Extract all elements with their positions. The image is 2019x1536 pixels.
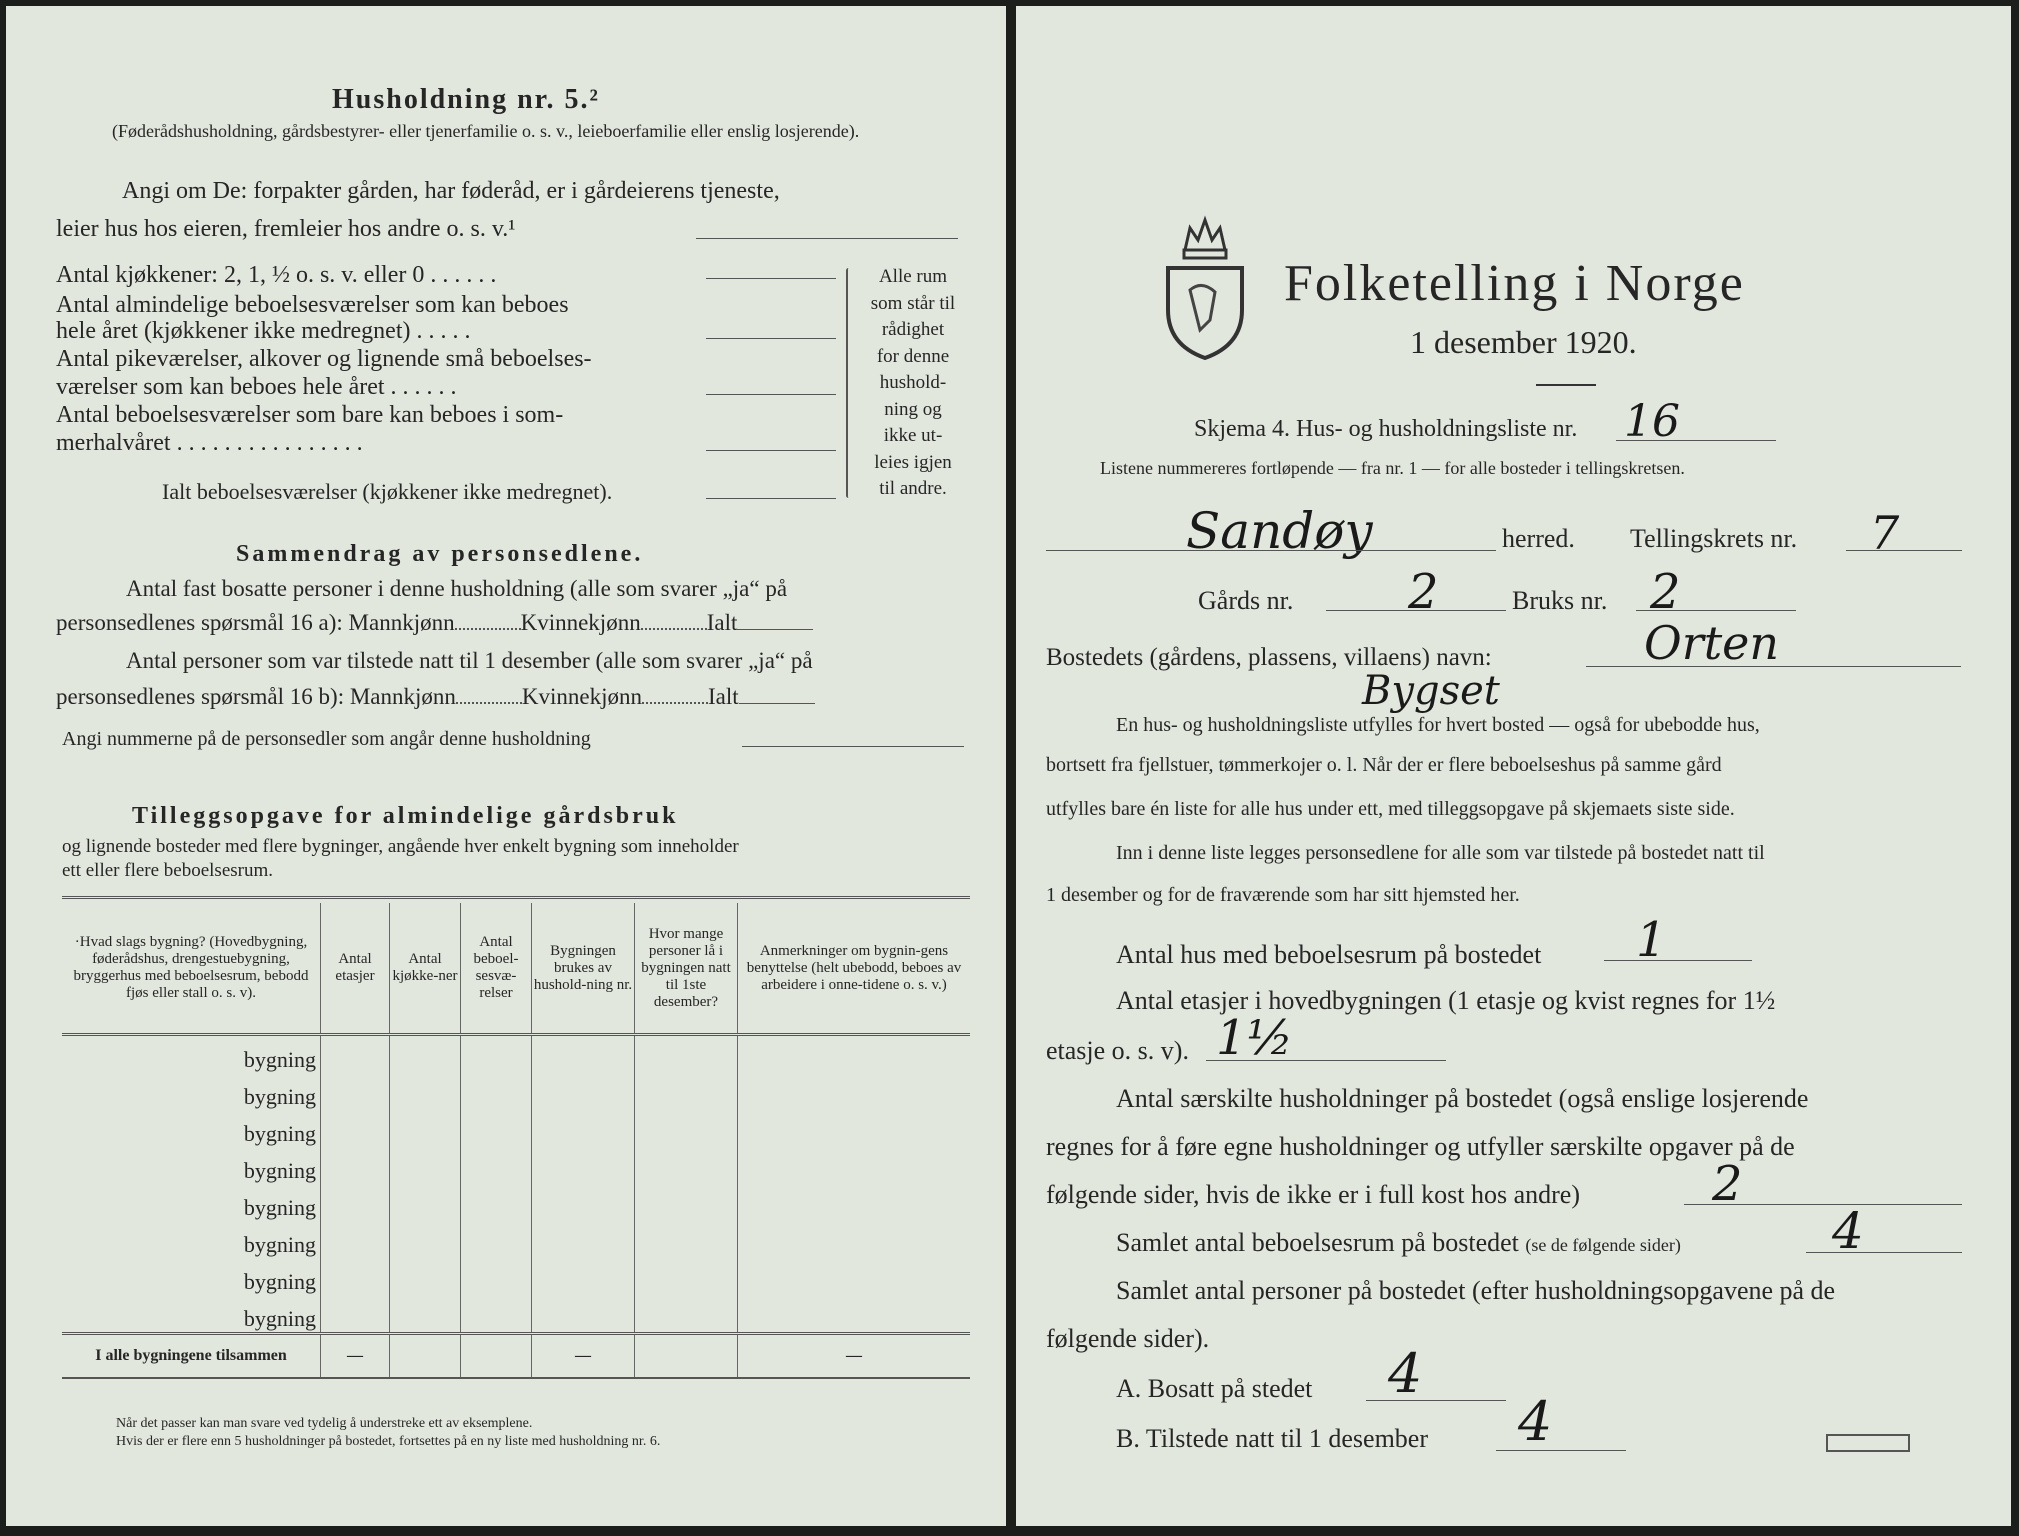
bostedets-label: Bostedets (gårdens, plassens, villaens) navn: bbox=[1046, 644, 1492, 671]
bosatt-label: A. Bosatt på stedet bbox=[1116, 1374, 1313, 1403]
husholdninger-value: 2 bbox=[1712, 1156, 1743, 1212]
census-title: Folketelling i Norge bbox=[1284, 255, 1745, 312]
table-row: bygning bbox=[62, 1221, 970, 1258]
q-almindelige-2: hele året (kjøkkener ikke medregnet) . . . . . bbox=[56, 318, 471, 344]
th-personer: Hvor mange personer lå i bygningen natt til 1ste desember? bbox=[635, 903, 738, 1035]
bosted-value-1: Orten bbox=[1644, 616, 1780, 670]
skjema-number: 16 bbox=[1624, 396, 1680, 447]
tillegg-title: Tilleggsopgave for almindelige gårdsbruk bbox=[132, 803, 679, 829]
answer-line bbox=[1586, 666, 1961, 667]
answer-line bbox=[1206, 1060, 1446, 1061]
table-header-row bbox=[62, 903, 970, 1035]
rum-label: Samlet antal beboelsesrum på bostedet (se de følgende sider) bbox=[1116, 1228, 1681, 1257]
side-note: Alle rum som står til rådighet for denne hushold- ning og ikke ut- leies igjen til andre. bbox=[870, 266, 956, 499]
q-pike-1: Antal pikeværelser, alkover og lignende små beboelses- bbox=[56, 346, 592, 372]
table-row: bygning bbox=[62, 1110, 970, 1147]
paragraph-line-4: Inn i denne liste legges personsedlene for alle som var tilstede på bostedet natt til bbox=[1116, 842, 1765, 864]
right-page bbox=[1016, 6, 2011, 1526]
personer-line-2: følgende sider). bbox=[1046, 1324, 1210, 1353]
paragraph-line-1: En hus- og husholdningsliste utfylles for hvert bosted — også for ubebodde hus, bbox=[1116, 714, 1760, 736]
q-almindelige-1: Antal almindelige beboelsesværelser som kan beboes bbox=[56, 292, 569, 318]
table-row: bygning bbox=[62, 1295, 970, 1334]
answer-line bbox=[706, 498, 836, 499]
th-anmerkninger: Anmerkninger om bygnin-gens benyttelse (helt ubebodd, beboes av arbeidere i onne-tidene o. s. v.) bbox=[738, 903, 971, 1035]
building-table bbox=[62, 903, 970, 1379]
household-title: Husholdning nr. 5.² bbox=[332, 84, 600, 115]
answer-line bbox=[1806, 1252, 1962, 1253]
divider bbox=[1536, 384, 1596, 386]
answer-line bbox=[1636, 610, 1796, 611]
brace bbox=[846, 268, 851, 498]
answer-line bbox=[706, 278, 836, 279]
tillegg-sub-1: og lignende bosteder med flere bygninger, angående hver enkelt bygning som inneholder bbox=[62, 836, 739, 857]
bruks-label: Bruks nr. bbox=[1512, 586, 1608, 615]
bosatt-value: 4 bbox=[1388, 1342, 1423, 1405]
personer-line-1: Samlet antal personer på bostedet (efter husholdningsopgavene på de bbox=[1116, 1276, 1836, 1305]
bruks-value: 2 bbox=[1650, 564, 1681, 620]
printer-stamp bbox=[1826, 1434, 1910, 1452]
table-top-rule bbox=[62, 896, 970, 899]
angi-line-2: leier hus hos eieren, fremleier hos andre o. s. v.¹ bbox=[56, 216, 516, 242]
table-total-row: I alle bygningene tilsammen — — — bbox=[62, 1334, 970, 1379]
herred-value: Sandøy bbox=[1186, 502, 1373, 560]
angi-answer-line bbox=[696, 238, 958, 239]
gards-label: Gårds nr. bbox=[1198, 586, 1294, 615]
answer-line bbox=[1366, 1400, 1506, 1401]
hus-label: Antal hus med beboelsesrum på bostedet bbox=[1116, 940, 1542, 969]
table-row: bygning bbox=[62, 1147, 970, 1184]
etasjer-line-2: etasje o. s. v). bbox=[1046, 1036, 1189, 1065]
left-page bbox=[6, 6, 1006, 1526]
answer-line bbox=[1326, 610, 1506, 611]
gards-value: 2 bbox=[1408, 564, 1439, 620]
th-bygning: ·Hvad slags bygning? (Hovedbygning, føderådshus, drengestuebygning, bryggerhus med beboelsesrum, bebodd fjøs eller stall o. s. v). bbox=[62, 903, 321, 1035]
sammendrag-line-3: Antal personer som var tilstede natt til 1 desember (alle som svarer „ja“ på bbox=[126, 648, 813, 673]
total-label: I alle bygningene tilsammen bbox=[62, 1334, 321, 1379]
answer-line bbox=[742, 746, 964, 747]
answer-line bbox=[706, 394, 836, 395]
answer-line bbox=[1496, 1450, 1626, 1451]
husholdninger-line-3: følgende sider, hvis de ikke er i full kost hos andre) bbox=[1046, 1180, 1580, 1209]
table-row: bygning bbox=[62, 1184, 970, 1221]
hus-value: 1 bbox=[1636, 912, 1667, 968]
etasjer-value: 1½ bbox=[1216, 1010, 1294, 1066]
census-date: 1 desember 1920. bbox=[1410, 324, 1637, 360]
table-row: bygning bbox=[62, 1073, 970, 1110]
skjema-line: Skjema 4. Hus- og husholdningsliste nr. bbox=[1194, 416, 1578, 442]
table-row: bygning bbox=[62, 1035, 970, 1074]
answer-line bbox=[706, 450, 836, 451]
answer-line bbox=[1604, 960, 1752, 961]
footnote-1: Når det passer kan man svare ved tydelig å understreke ett av eksemplene. bbox=[116, 1416, 533, 1431]
sammendrag-title: Sammendrag av personsedlene. bbox=[236, 541, 644, 567]
herred-label: herred. bbox=[1502, 524, 1575, 553]
tellingskrets-value: 7 bbox=[1870, 506, 1900, 560]
sammendrag-line-2: personsedlenes spørsmål 16 a): Mannkjønn Kvinnekjønn Ialt bbox=[56, 610, 813, 636]
th-etasjer: Antal etasjer bbox=[321, 903, 390, 1035]
tilstede-value: 4 bbox=[1518, 1390, 1553, 1453]
rum-value: 4 bbox=[1832, 1202, 1864, 1260]
husholdninger-line-2: regnes for å føre egne husholdninger og utfyller særskilte opgaver på de bbox=[1046, 1132, 1795, 1161]
answer-line bbox=[1616, 440, 1776, 441]
tilstede-label: B. Tilstede natt til 1 desember bbox=[1116, 1424, 1428, 1453]
q-sommer-1: Antal beboelsesværelser som bare kan beboes i som- bbox=[56, 402, 564, 428]
table-row: bygning bbox=[62, 1258, 970, 1295]
tellingskrets-label: Tellingskrets nr. bbox=[1630, 524, 1798, 553]
q-ialt: Ialt beboelsesværelser (kjøkkener ikke medregnet). bbox=[162, 479, 613, 504]
q-sommer-2: merhalvåret . . . . . . . . . . . . . . . . bbox=[56, 430, 363, 456]
tillegg-sub-2: ett eller flere beboelsesrum. bbox=[62, 860, 274, 881]
coat-of-arms-icon bbox=[1160, 210, 1250, 360]
q-pike-2: værelser som kan beboes hele året . . . . . . bbox=[56, 374, 457, 400]
answer-line bbox=[1846, 550, 1962, 551]
sammendrag-line-4: personsedlenes spørsmål 16 b): Mannkjønn Kvinnekjønn Ialt bbox=[56, 684, 815, 710]
listene-note: Listene nummereres fortløpende — fra nr. 1 — for alle bosteder i tellingskretsen. bbox=[1100, 458, 1685, 478]
q-kjokkener: Antal kjøkkener: 2, 1, ½ o. s. v. eller 0 . . . . . . bbox=[56, 262, 497, 288]
answer-line bbox=[1684, 1204, 1962, 1205]
bosted-value-2: Bygset bbox=[1362, 668, 1500, 714]
etasjer-line-1: Antal etasjer i hovedbygningen (1 etasje og kvist regnes for 1½ bbox=[1116, 986, 1776, 1015]
answer-line bbox=[1046, 550, 1496, 551]
paragraph-line-2: bortsett fra fjellstuer, tømmerkojer o. l. Når der er flere beboelseshus på samme gård bbox=[1046, 754, 1722, 776]
th-beboelsesvaerelser: Antal beboel-sesvæ-relser bbox=[461, 903, 532, 1035]
husholdninger-line-1: Antal særskilte husholdninger på bostedet (også enslige losjerende bbox=[1116, 1084, 1809, 1113]
angi-line-1: Angi om De: forpakter gården, har føderåd, er i gårdeierens tjeneste, bbox=[122, 178, 780, 204]
paragraph-line-5: 1 desember og for de fraværende som har sitt hjemsted her. bbox=[1046, 884, 1520, 906]
household-subtitle: (Føderådshusholdning, gårdsbestyrer- eller tjenerfamilie o. s. v., leieboerfamilie eller enslig losjerende). bbox=[112, 121, 860, 141]
paragraph-line-3: utfylles bare én liste for alle hus under ett, med tilleggsopgave på skjemaets siste side. bbox=[1046, 798, 1735, 820]
answer-line bbox=[706, 338, 836, 339]
sammendrag-line-1: Antal fast bosatte personer i denne husholdning (alle som svarer „ja“ på bbox=[126, 576, 788, 601]
th-kjokkener: Antal kjøkke-ner bbox=[390, 903, 461, 1035]
footnote-2: Hvis der er flere enn 5 husholdninger på bostedet, fortsettes på en ny liste med husholdning nr. 6. bbox=[116, 1434, 661, 1449]
nummerne-line: Angi nummerne på de personsedler som angår denne husholdning bbox=[62, 728, 591, 750]
th-husholdning: Bygningen brukes av hushold-ning nr. bbox=[532, 903, 635, 1035]
